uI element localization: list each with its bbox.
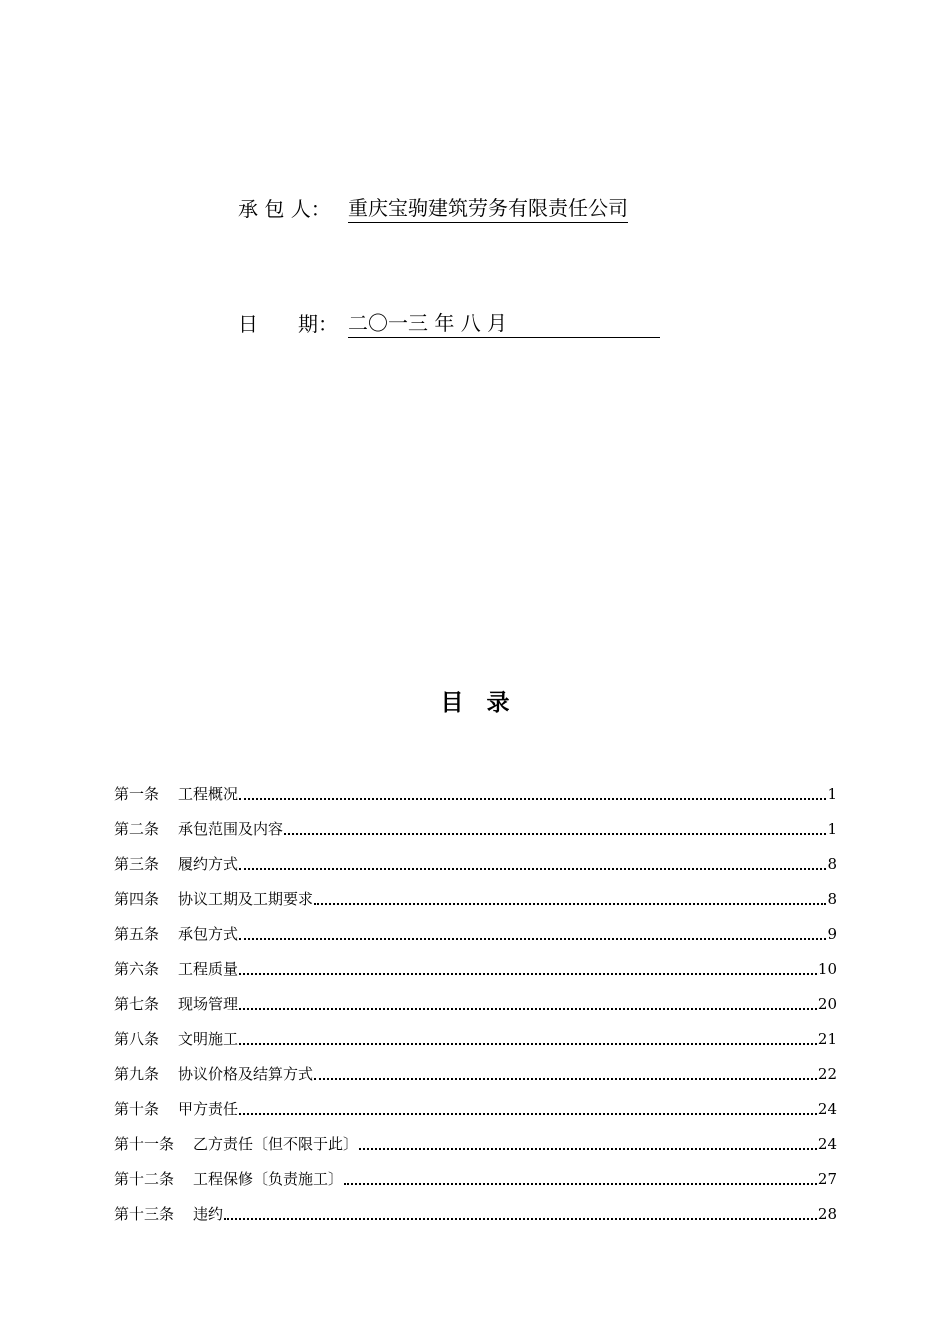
- toc-entry[interactable]: [114, 983, 837, 1018]
- toc-entry-page: 20: [817, 995, 837, 1013]
- toc-dot-leader: [344, 1183, 817, 1185]
- toc-dot-leader: [239, 868, 826, 870]
- date-label: 日 期：: [238, 312, 338, 336]
- toc-entry[interactable]: [114, 843, 837, 878]
- toc-entry-title: 承包方式: [178, 925, 239, 943]
- toc-dot-leader: [239, 938, 826, 940]
- toc-entry-page: 1: [827, 820, 837, 838]
- toc-dot-leader: [239, 1043, 817, 1045]
- toc-entry-title: 履约方式: [178, 855, 239, 873]
- toc-entry-page: 28: [817, 1205, 837, 1223]
- toc-entry-title: 乙方责任〔但不限于此〕: [193, 1135, 359, 1153]
- toc-entry-title: 违约: [193, 1205, 224, 1223]
- toc-entry-page: 24: [817, 1135, 837, 1153]
- toc-dot-leader: [239, 798, 826, 800]
- toc-dot-leader: [314, 903, 826, 905]
- toc-dot-leader: [239, 1008, 817, 1010]
- toc-entry-title: 承包范围及内容: [178, 820, 284, 838]
- toc-dot-leader: [239, 973, 817, 975]
- toc-entry-title: 文明施工: [178, 1030, 239, 1048]
- toc-entry-number: 第十三条: [114, 1205, 175, 1223]
- toc-entry-page: 8: [827, 855, 837, 873]
- contractor-field: [238, 194, 628, 224]
- toc-entry[interactable]: [114, 1053, 837, 1088]
- toc-entry[interactable]: [114, 1123, 837, 1158]
- toc-dot-leader: [314, 1078, 817, 1080]
- toc-entry-page: 1: [827, 785, 837, 803]
- toc-entry[interactable]: [114, 948, 837, 983]
- toc-entry-number: 第十条: [114, 1100, 160, 1118]
- toc-entry-number: 第十一条: [114, 1135, 175, 1153]
- toc-entry-number: 第十二条: [114, 1170, 175, 1188]
- toc-entry-page: 22: [817, 1065, 837, 1083]
- toc-entry-title: 协议工期及工期要求: [178, 890, 314, 908]
- toc-entry-number: 第二条: [114, 820, 160, 838]
- toc-dot-leader: [239, 1113, 817, 1115]
- toc-dot-leader: [224, 1218, 817, 1220]
- toc-entry[interactable]: [114, 1018, 837, 1053]
- date-field: [238, 309, 660, 339]
- toc-entry-number: 第五条: [114, 925, 160, 943]
- toc-entry-number: 第一条: [114, 785, 160, 803]
- toc-entry[interactable]: [114, 1193, 837, 1228]
- toc-entry-number: 第七条: [114, 995, 160, 1013]
- date-value: 二〇一三 年 八 月: [348, 309, 660, 338]
- toc-entry-title: 工程概况: [178, 785, 239, 803]
- toc-entry-title: 工程保修〔负责施工〕: [193, 1170, 344, 1188]
- toc-entry[interactable]: [114, 773, 837, 808]
- toc-entry-title: 协议价格及结算方式: [178, 1065, 314, 1083]
- toc-entry-page: 9: [827, 925, 837, 943]
- toc-entry-page: 21: [817, 1030, 837, 1048]
- toc-entry[interactable]: [114, 1088, 837, 1123]
- toc-entry-title: 现场管理: [178, 995, 239, 1013]
- toc-entry-number: 第六条: [114, 960, 160, 978]
- toc-entry[interactable]: [114, 808, 837, 843]
- toc-entry-number: 第四条: [114, 890, 160, 908]
- contractor-name: 重庆宝驹建筑劳务有限责任公司: [348, 194, 628, 223]
- table-of-contents: [114, 773, 837, 1228]
- toc-entry-page: 10: [817, 960, 837, 978]
- toc-entry-page: 24: [817, 1100, 837, 1118]
- toc-entry[interactable]: [114, 878, 837, 913]
- toc-entry-title: 甲方责任: [178, 1100, 239, 1118]
- toc-entry[interactable]: [114, 1158, 837, 1193]
- toc-title: 目 录: [440, 689, 510, 716]
- toc-entry-page: 8: [827, 890, 837, 908]
- toc-entry[interactable]: [114, 913, 837, 948]
- toc-entry-page: 27: [817, 1170, 837, 1188]
- toc-dot-leader: [284, 833, 826, 835]
- toc-entry-number: 第八条: [114, 1030, 160, 1048]
- toc-entry-title: 工程质量: [178, 960, 239, 978]
- toc-entry-number: 第九条: [114, 1065, 160, 1083]
- toc-dot-leader: [359, 1148, 817, 1150]
- toc-entry-number: 第三条: [114, 855, 160, 873]
- contractor-label: 承 包 人：: [238, 197, 331, 221]
